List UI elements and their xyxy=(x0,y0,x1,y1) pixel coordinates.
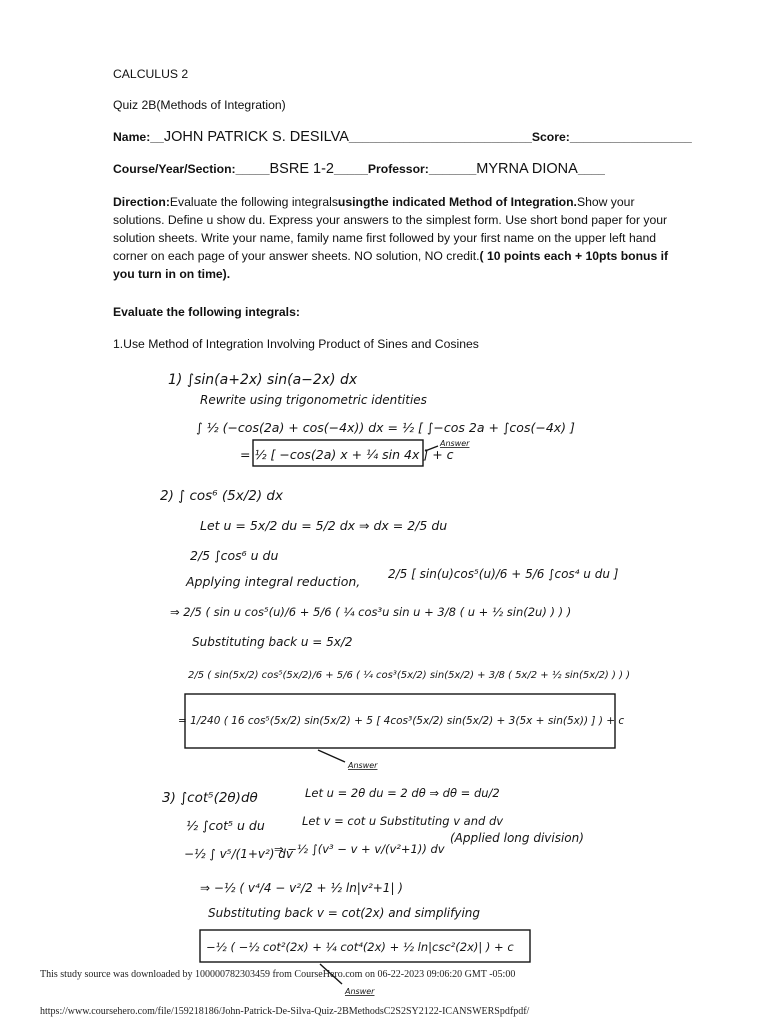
course-title: CALCULUS 2 xyxy=(113,67,189,81)
p2-answer-arrow xyxy=(318,750,345,762)
professor-value: MYRNA DIONA xyxy=(476,161,578,177)
p1-line-2: Rewrite using trigonometric identities xyxy=(200,393,427,407)
direction-text-1: Evaluate the following integrals xyxy=(169,195,338,209)
name-row: Name:__JOHN PATRICK S. DESILVA___________________________Score:__________________ xyxy=(113,129,692,145)
p3-line-1: 3) ∫cot⁵(2θ)dθ xyxy=(162,790,258,806)
item-1-instruction: 1.Use Method of Integration Involving Product of Sines and Cosines xyxy=(113,337,479,351)
p2-line-5: ⇒ 2/5 ( sin u cos⁵(u)/6 + 5/6 ( ¼ cos³u sin u + 3/8 ( u + ½ sin(2u) ) ) ) xyxy=(170,605,572,619)
p3-line-2: ½ ∫cot⁵ u du xyxy=(186,818,265,833)
download-notice: This study source was downloaded by 100000782303459 from CourseHero.com on 06-22-2023 09:06:20 GMT -05:00 xyxy=(40,969,516,980)
p1-line-3: ∫ ½ (−cos(2a) + cos(−4x)) dx = ½ [ ∫−cos 2a + ∫cos(−4x) ] xyxy=(196,420,575,435)
direction-bold-1: usingthe indicated Method of Integration. xyxy=(337,195,577,209)
p2-answer-label: Answer xyxy=(348,761,378,770)
p2-line-4b: 2/5 [ sin(u)cos⁵(u)/6 + 5/6 ∫cos⁴ u du ] xyxy=(388,567,619,581)
p3-line-1b: Let u = 2θ du = 2 dθ ⇒ dθ = du/2 xyxy=(305,786,500,800)
course-row: Course/Year/Section:_____BSRE 1-2_____Professor:_______MYRNA DIONA____ xyxy=(113,161,605,177)
p2-line-6: Substituting back u = 5x/2 xyxy=(192,635,353,649)
professor-label: Professor: xyxy=(367,162,429,176)
course-section-label: Course/Year/Section: xyxy=(113,162,236,176)
p2-line-2: Let u = 5x/2 du = 5/2 dx ⇒ dx = 2/5 du xyxy=(200,518,448,533)
p3-answer-label: Answer xyxy=(345,987,375,996)
p2-line-7: 2/5 ( sin(5x/2) cos⁵(5x/2)/6 + 5/6 ( ¼ cos³(5x/2) sin(5x/2) + 3/8 ( 5x/2 + ½ sin(5x/2) ) ) ) xyxy=(188,670,631,681)
p2-line-8: = 1/240 ( 16 cos⁵(5x/2) sin(5x/2) + 5 [ 4cos³(5x/2) sin(5x/2) + 3(5x + sin(5x)) ] ) + c xyxy=(178,715,625,727)
p3-line-2b: Let v = cot u Substituting v and dv xyxy=(302,814,504,828)
p3-line-4: ⇒ −½ ( v⁴/4 − v²/2 + ½ ln|v²+1| ) xyxy=(200,881,403,895)
evaluate-heading: Evaluate the following integrals: xyxy=(113,305,300,319)
p3-line-5: Substituting back v = cot(2x) and simplifying xyxy=(208,906,481,920)
p3-line-3c: (Applied long division) xyxy=(450,831,584,845)
direction-bold-2: ( 10 points each + 10pts bonus if you turn in on time). xyxy=(113,249,669,281)
p1-line-4: = ½ [ −cos(2a) x + ¼ sin 4x ] + c xyxy=(240,447,454,462)
p2-line-1: 2) ∫ cos⁶ (5x/2) dx xyxy=(160,488,283,504)
name-label: Name: xyxy=(113,130,151,144)
p2-line-3: 2/5 ∫cos⁶ u du xyxy=(190,548,279,563)
direction-label: Direction: xyxy=(113,195,170,209)
p2-line-4: Applying integral reduction, xyxy=(186,574,361,589)
quiz-title: Quiz 2B(Methods of Integration) xyxy=(113,98,286,112)
direction-text-2: Show your solutions. Define u show du. Express your answers to the simplest form. Use short bond paper for your solution sheets. Write your name, family name first followed by your first name on the upper left hand corner on each page of your answer sheets. NO solution, NO credit. xyxy=(113,195,668,263)
course-section-value: BSRE 1-2 xyxy=(269,161,334,177)
p3-line-3: −½ ∫ v⁵/(1+v²) dv xyxy=(184,847,294,861)
source-url: https://www.coursehero.com/file/159218186/John-Patrick-De-Silva-Quiz-2BMethodsC2S2SY2122-ICANSWERSpdfpdf/ xyxy=(40,1006,530,1017)
p1-answer-label: Answer xyxy=(440,439,470,448)
p1-line-1: 1) ∫sin(a+2x) sin(a−2x) dx xyxy=(168,372,358,388)
p3-line-3b: ⇒ −½ ∫(v³ − v + v/(v²+1)) dv xyxy=(274,842,445,856)
name-value: JOHN PATRICK S. DESILVA xyxy=(163,129,349,145)
p3-line-6: −½ ( −½ cot²(2x) + ¼ cot⁴(2x) + ½ ln|csc²(2x)| ) + c xyxy=(206,940,514,954)
score-label: Score: xyxy=(531,130,570,144)
